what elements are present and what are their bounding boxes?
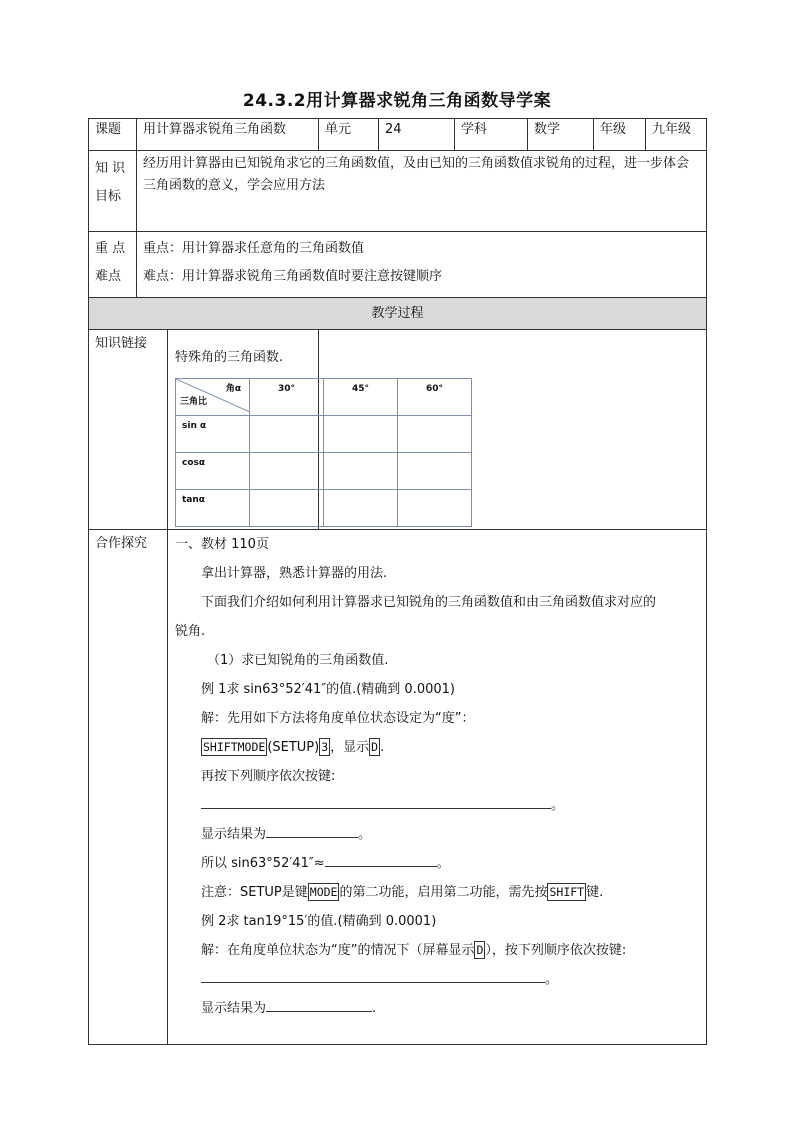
answer-blank-2[interactable] (266, 822, 358, 838)
setup-text: (SETUP) (267, 740, 320, 755)
explore-cell (89, 530, 707, 1045)
knowledge-content (169, 330, 318, 368)
line10-text: 显示结果为 (201, 827, 267, 842)
goals-text: 经历用计算器由已知锐角求它的三角函数值，及由已知的三角函数值求锐角的过程，进一步体会三角函数的意义，学会应用方法 (137, 151, 707, 232)
keypoints-text (137, 232, 707, 298)
knowledge-label: 知识链接 (89, 330, 168, 529)
header-row (89, 119, 707, 151)
keti-label: 课题 (89, 119, 137, 151)
display-text: ，显示 (330, 740, 370, 755)
line11-end: 。 (436, 856, 450, 871)
trig-header-row (176, 379, 472, 416)
danyuan-label: 单元 (319, 119, 379, 151)
cell-tan-30 (250, 490, 324, 527)
line14-text-a: 解：在角度单位状态为“度”的情况下（屏幕显示 (201, 943, 475, 958)
explore-line5: 例 1求 sin63°52′41″的值.(精确到 0.0001) (201, 682, 455, 697)
nandian-text: 难点：用计算器求锐角三角函数值时要注意按键顺序 (143, 269, 443, 284)
explore-line3a: 下面我们介绍如何利用计算器求已知锐角的三角函数值和由三角函数值求对应的 (201, 595, 657, 610)
zhongdian-text: 重点：用计算器求任意角的三角函数值 (143, 241, 365, 256)
shift-key: SHIFT (549, 885, 585, 899)
key-3: 3 (321, 740, 329, 754)
trig-corner-cell (176, 379, 250, 416)
line10-end: 。 (358, 827, 372, 842)
explore-line16 (175, 994, 700, 1023)
line11-text: 所以 sin63°52′41″≈ (201, 856, 325, 871)
goals-label (89, 151, 137, 232)
cell-cos-45 (324, 453, 398, 490)
key-d-2: D (476, 943, 484, 957)
line9-end: 。 (551, 798, 565, 813)
trig-row-tan (176, 490, 472, 527)
knowledge-row (89, 330, 707, 530)
explore-line7 (175, 733, 700, 762)
xueke-value: 数学 (528, 119, 594, 151)
keypoints-label-line2: 难点 (95, 269, 122, 284)
keypoints-label-line1: 重 点 (95, 241, 126, 256)
goals-label-line2: 目标 (95, 189, 122, 204)
explore-line1: 一、教材 110页 (175, 537, 269, 552)
answer-blank-5[interactable] (266, 996, 372, 1012)
explore-row (89, 530, 707, 1045)
explore-line2: 拿出计算器，熟悉计算器的用法. (201, 566, 388, 581)
corner-bottom: 三角比 (180, 397, 208, 407)
lesson-table (88, 118, 707, 1045)
angle-45: 45° (324, 379, 398, 416)
explore-line9 (175, 791, 700, 820)
line14-text-b: ），按下列顺序依次按键: (485, 943, 627, 958)
explore-line4: （1）求已知锐角的三角函数值. (207, 653, 389, 668)
answer-blank-4[interactable] (201, 967, 545, 983)
process-header-row (89, 298, 707, 330)
trig-row-sin (176, 416, 472, 453)
explore-line10 (175, 820, 700, 849)
goals-label-line1: 知 识 (95, 161, 126, 176)
angle-60: 60° (398, 379, 472, 416)
explore-label: 合作探究 (89, 530, 168, 1044)
trig-table (175, 378, 472, 527)
row-label-cos: cosα (176, 453, 250, 490)
corner-top: 角α (225, 384, 241, 394)
line12-text-c: 键. (586, 885, 604, 900)
line15-end: 。 (545, 972, 559, 987)
keti-value: 用计算器求锐角三角函数 (137, 119, 319, 151)
explore-line8: 再按下列顺序依次按键: (201, 769, 336, 784)
angle-30: 30° (250, 379, 324, 416)
key-d: D (371, 740, 379, 754)
explore-line14 (175, 936, 700, 965)
explore-line15 (175, 965, 700, 994)
trig-row-cos (176, 453, 472, 490)
line16-text: 显示结果为 (201, 1001, 267, 1016)
row-label-sin: sin α (176, 416, 250, 453)
goals-row (89, 151, 707, 232)
danyuan-value: 24 (379, 119, 455, 151)
explore-line12 (175, 878, 700, 907)
shiftmode-key: SHIFTMODE (203, 740, 266, 754)
keypoints-label (89, 232, 137, 298)
knowledge-intro: 特殊角的三角函数. (175, 350, 284, 365)
line12-text-b: 的第二功能，启用第二功能，需先按 (339, 885, 548, 900)
line12-text-a: 注意：SETUP是键 (201, 885, 308, 900)
explore-line11 (175, 849, 700, 878)
cell-cos-30 (250, 453, 324, 490)
answer-blank-3[interactable] (325, 851, 437, 867)
cell-sin-60 (398, 416, 472, 453)
cell-tan-60 (398, 490, 472, 527)
line16-end: . (372, 1001, 377, 1016)
explore-line3b: 锐角. (175, 624, 206, 639)
process-header: 教学过程 (89, 298, 707, 330)
row-label-tan: tanα (176, 490, 250, 527)
xueke-label: 学科 (455, 119, 528, 151)
line7-end: . (380, 740, 385, 755)
nianji-label: 年级 (594, 119, 646, 151)
keypoints-row (89, 232, 707, 298)
cell-cos-60 (398, 453, 472, 490)
explore-content (169, 530, 706, 1023)
cell-tan-45 (324, 490, 398, 527)
explore-line6: 解：先用如下方法将角度单位状态设定为“度”： (201, 711, 475, 726)
page-title: 24.3.2用计算器求锐角三角函数导学案 (242, 91, 552, 111)
explore-line13: 例 2求 tan19°15′的值.(精确到 0.0001) (201, 914, 437, 929)
cell-sin-45 (324, 416, 398, 453)
nianji-value: 九年级 (646, 119, 707, 151)
cell-sin-30 (250, 416, 324, 453)
mode-key: MODE (309, 885, 338, 899)
answer-blank-1[interactable] (201, 793, 551, 809)
